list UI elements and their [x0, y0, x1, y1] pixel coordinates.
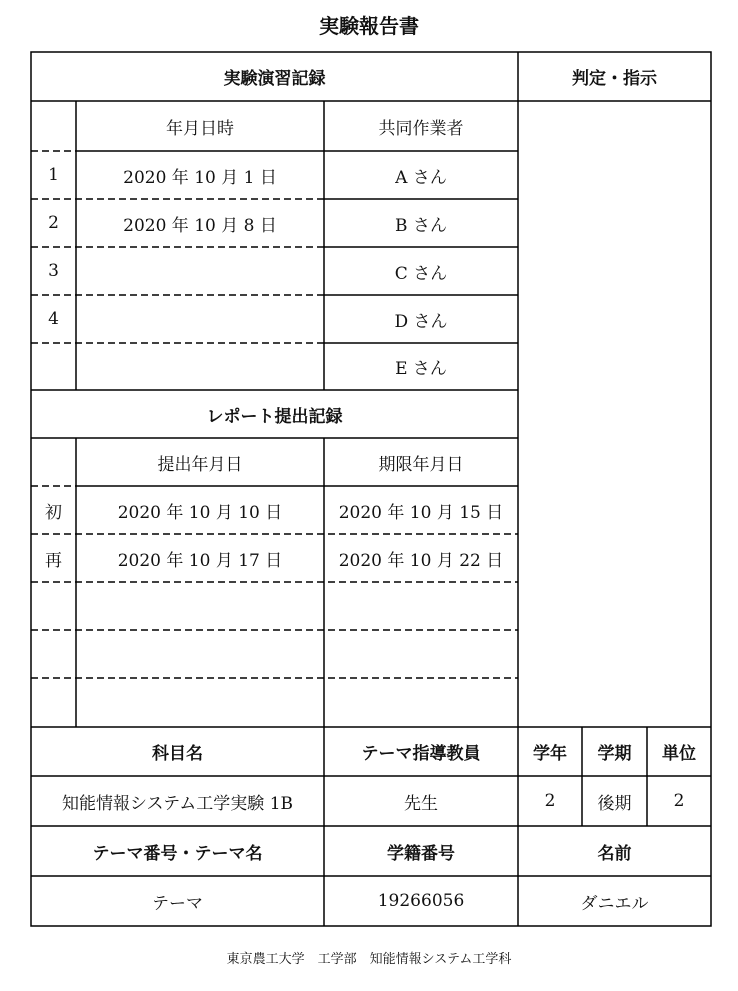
experiment-row-number: 2: [48, 213, 59, 233]
term-label: 学期: [597, 744, 632, 764]
col-partners-header: 共同作業者: [378, 118, 464, 139]
report-header: レポート提出記録: [206, 406, 343, 427]
report-row-deadline: 2020 年 10 月 22 日: [338, 550, 504, 571]
theme-label: テーマ番号・テーマ名: [92, 843, 263, 864]
name-value: ダニエル: [580, 893, 649, 914]
experiment-row-datetime: [76, 247, 324, 295]
col-deadline-header: 期限年月日: [378, 454, 464, 475]
experiment-row-datetime: [76, 343, 324, 390]
experiment-row-datetime: 2020 年 10 月 8 日: [123, 215, 277, 236]
report-row-deadline: 2020 年 10 月 15 日: [338, 502, 504, 523]
subject-value: 知能情報システム工学実験 1B: [61, 793, 293, 814]
experiment-row-partner: C さん: [394, 263, 448, 284]
footer-affiliation: 東京農工大学 工学部 知能情報システム工学科: [226, 952, 512, 967]
experiment-row-number: 1: [48, 165, 59, 185]
report-row-mark: 再: [45, 550, 62, 571]
year-value: 2: [544, 791, 556, 811]
experiment-row-number: [31, 343, 76, 390]
col-submit-header: 提出年月日: [157, 454, 243, 475]
term-value: 後期: [597, 793, 632, 814]
experiment-row-partner: A さん: [395, 167, 447, 188]
report-row-submitted: 2020 年 10 月 10 日: [117, 502, 283, 523]
report-row-submitted: 2020 年 10 月 17 日: [117, 550, 283, 571]
experiment-row-partner: D さん: [394, 311, 448, 332]
experiment-row-partner: E さん: [395, 359, 447, 379]
experiment-row-datetime: 2020 年 10 月 1 日: [123, 167, 277, 188]
experiment-header: 実験演習記録: [223, 69, 326, 89]
experiment-row-number: 3: [48, 261, 59, 281]
subject-label: 科目名: [152, 744, 203, 764]
credit-label: 単位: [662, 744, 696, 764]
experiment-row-partner: B さん: [395, 215, 447, 236]
teacher-label: テーマ指導教員: [361, 744, 481, 764]
credit-value: 2: [673, 791, 685, 811]
col-datetime-header: 年月日時: [166, 118, 234, 139]
report-row-mark: 初: [45, 502, 62, 523]
student-id-label: 学籍番号: [387, 843, 455, 864]
name-label: 名前: [597, 843, 632, 864]
experiment-row-datetime: [76, 295, 324, 343]
theme-value: テーマ: [152, 893, 203, 914]
experiment-row-number: 4: [48, 309, 59, 329]
year-label: 学年: [533, 744, 567, 764]
student-id-value: 19266056: [377, 891, 465, 911]
judgement-header: 判定・指示: [572, 69, 657, 89]
teacher-value: 先生: [404, 793, 438, 814]
page-title: 実験報告書: [319, 14, 419, 38]
